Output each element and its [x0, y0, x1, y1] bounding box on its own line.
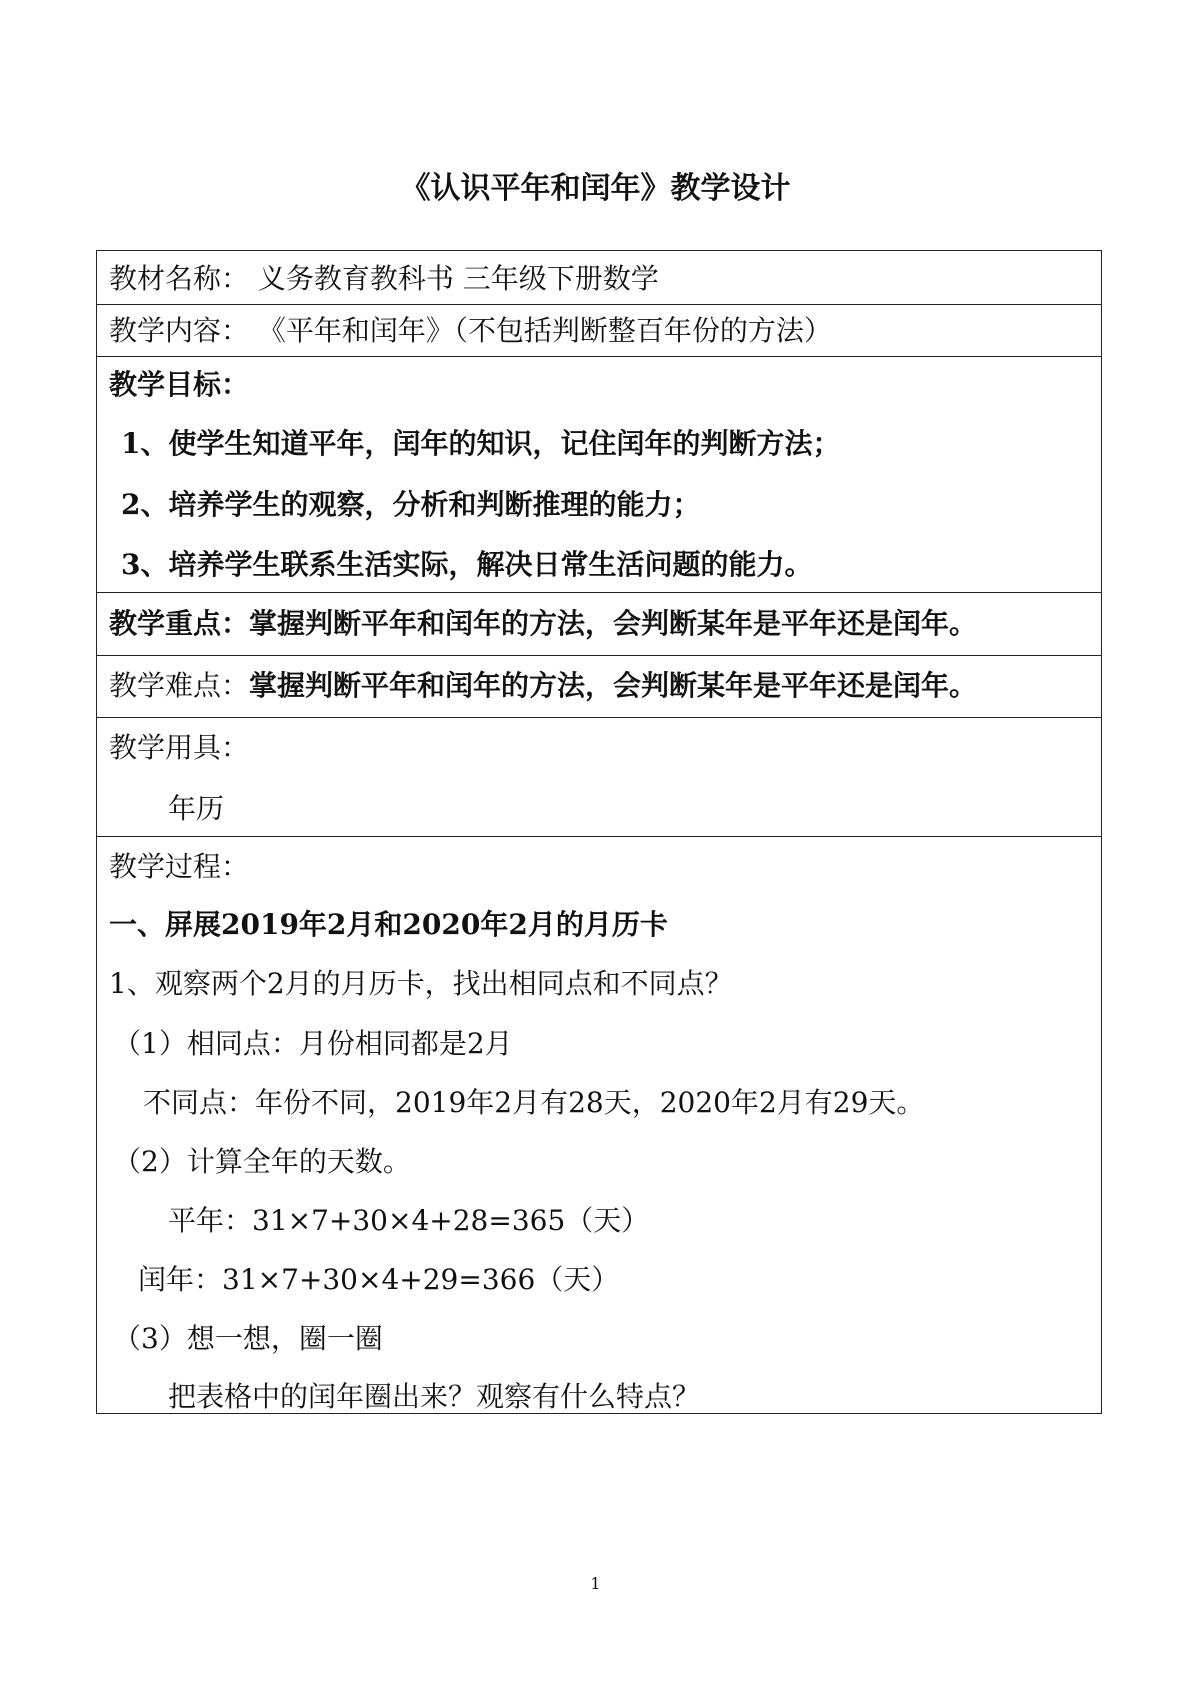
- process-common-year-calc: 平年：31×7+30×4+28=365（天）: [168, 1204, 650, 1237]
- objectives-heading: 教学目标：: [109, 368, 250, 401]
- document-title: 《认识平年和闰年》教学设计: [400, 171, 791, 206]
- objective-item-3: 3、培养学生联系生活实际，解决日常生活问题的能力。: [121, 548, 813, 581]
- process-point-3a: 把表格中的闰年圈出来？观察有什么特点？: [168, 1380, 701, 1413]
- row-objectives: [97, 357, 1101, 593]
- key-point-text: 教学重点：掌握判断平年和闰年的方法，会判断某年是平年还是闰年。: [109, 607, 978, 640]
- row-content: [97, 305, 1101, 357]
- row-tools: [97, 718, 1101, 837]
- lesson-plan-table: [96, 250, 1102, 1414]
- row-process: [97, 837, 1101, 1413]
- tools-label: 教学用具：: [109, 731, 250, 764]
- process-point-3: （3）想一想，圈一圈: [113, 1322, 383, 1355]
- tools-item: 年历: [168, 792, 225, 825]
- row-textbook: [97, 251, 1101, 305]
- process-leap-year-calc: 闰年：31×7+30×4+29=366（天）: [138, 1263, 620, 1296]
- process-section-1: 一、屏展2019年2月和2020年2月的月历卡: [109, 908, 668, 941]
- row-difficulty: [97, 656, 1101, 718]
- textbook-text: 教材名称： 义务教育教科书 三年级下册数学: [109, 262, 659, 295]
- content-text: 教学内容： 《平年和闰年》（不包括判断整百年份的方法）: [109, 314, 832, 347]
- objective-item-1: 1、使学生知道平年，闰年的知识，记住闰年的判断方法；: [121, 427, 841, 460]
- process-point-1b: 不同点：年份不同，2019年2月有28天，2020年2月有29天。: [143, 1086, 925, 1119]
- difficulty-text: 掌握判断平年和闰年的方法，会判断某年是平年还是闰年。: [249, 669, 978, 702]
- process-point-1: （1）相同点：月份相同都是2月: [113, 1027, 513, 1060]
- process-point-2: （2）计算全年的天数。: [113, 1145, 411, 1178]
- row-key-point: [97, 593, 1101, 656]
- process-question-1: 1、观察两个2月的月历卡，找出相同点和不同点？: [109, 967, 733, 1000]
- process-label: 教学过程：: [109, 850, 250, 883]
- difficulty-label: 教学难点：: [109, 669, 250, 702]
- page-number: 1: [590, 1574, 601, 1593]
- objective-item-2: 2、培养学生的观察，分析和判断推理的能力；: [121, 488, 701, 521]
